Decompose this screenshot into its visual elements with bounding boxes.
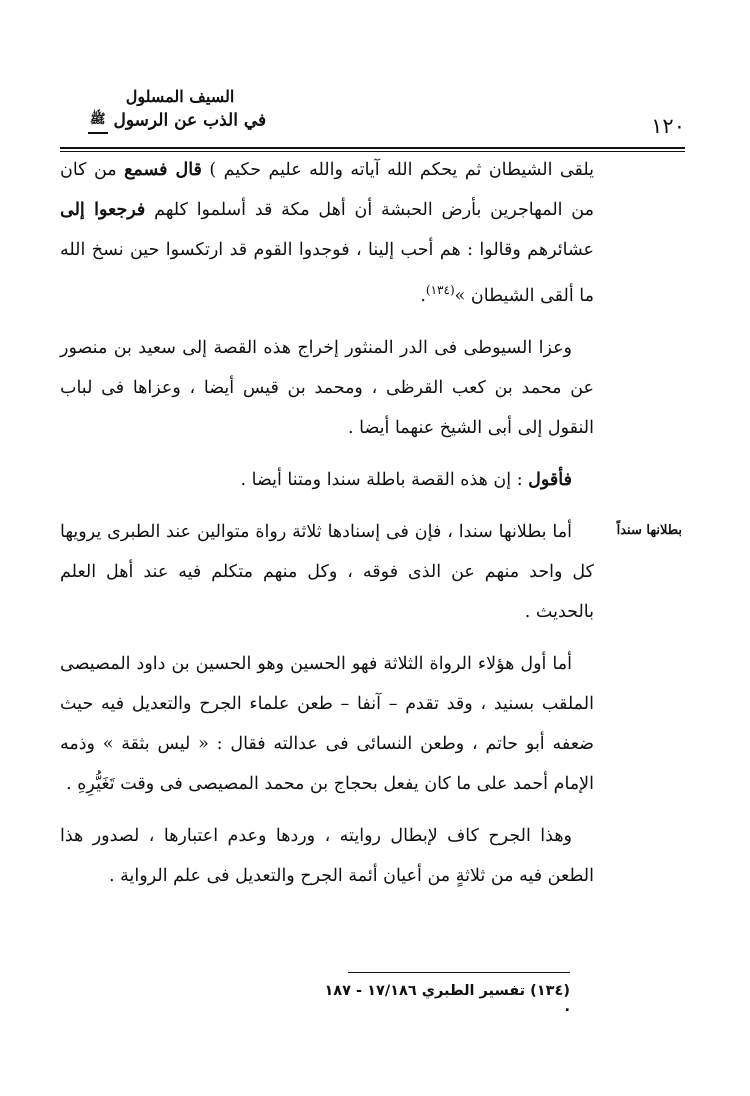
paragraph: [60, 512, 594, 632]
page-header: [60, 78, 685, 146]
bold-text-segment: قال فسمع: [124, 160, 202, 180]
text-segment: من كان من المهاجرين بأرض الحبشة أن أهل مكة قد أسلموا كلهم: [60, 160, 594, 220]
footnote: (١٣٤) تفسير الطبري ١٧/١٨٦ - ١٨٧ .: [324, 983, 570, 1015]
running-title-line2-text: في الذب عن الرسول: [113, 110, 267, 131]
text-segment: عشائرهم وقالوا : هم أحب إلينا ، فوجدوا القوم قد ارتكسوا حين نسخ الله ما ألقى الشيطان »: [60, 240, 594, 306]
main-text: [60, 150, 594, 896]
text-segment: .: [420, 285, 426, 306]
footnote-rule: [348, 972, 570, 973]
paragraph: [60, 150, 594, 316]
text-segment: وعزا السيوطى فى الدر المنثور إخراج هذه القصة إلى سعيد بن منصور عن محمد بن كعب القرظى ، ومحمد بن قيس أيضا ، وعزاها فى لباب النقول إلى أبى الشيخ عنهما أيضا .: [60, 337, 594, 438]
bold-text-segment: فرجعوا إلى: [60, 200, 146, 220]
text-segment: يلقى الشيطان ثم يحكم الله آياته والله عليم حكيم ): [201, 160, 594, 180]
bold-text-segment: فأقول: [528, 469, 572, 490]
paragraph: [60, 460, 594, 500]
running-title-line2: [60, 108, 290, 134]
footnote-ref: (١٣٤): [425, 283, 455, 297]
page-number: ١٢٠: [651, 114, 685, 138]
text-segment: : إن هذه القصة باطلة سندا ومتنا أيضا .: [240, 469, 529, 490]
margin-note: بطلانها سنداً: [616, 523, 682, 538]
paragraph: [60, 816, 594, 896]
running-title-line1: السيف المسلول: [125, 87, 235, 106]
paragraph: [60, 328, 594, 448]
paragraph: [60, 644, 594, 804]
text-segment: وهذا الجرح كاف لإبطال روايته ، وردها وعدم اعتبارها ، لصدور هذا الطعن فيه من ثلاثةٍ من أعيان أئمة الجرح والتعديل فى علم الرواية .: [60, 825, 594, 886]
honorific-seal: ﷺ: [88, 108, 108, 134]
text-segment: أما بطلانها سندا ، فإن فى إسنادها ثلاثة رواة متوالين عند الطبرى يرويها كل واحد منهم عن الذى فوقه ، وكل منهم متكلم فيه عند أهل العلم بالحديث .: [60, 521, 594, 622]
text-segment: أما أول هؤلاء الرواة الثلاثة فهو الحسين وهو الحسين بن داود المصيصى الملقب بسنيد ، وقد تقدم – آنفا – طعن علماء الجرح والتعديل فيه حيث ضعفه أبو حاتم ، وطعن النسائى فى عدالته فقال : « ليس بثقة » وذمه الإمام أحمد على ما كان يفعل بحجاج بن محمد المصيصى فى وقت تَغَيُّرِهِ .: [60, 653, 594, 794]
running-title: [60, 86, 290, 134]
